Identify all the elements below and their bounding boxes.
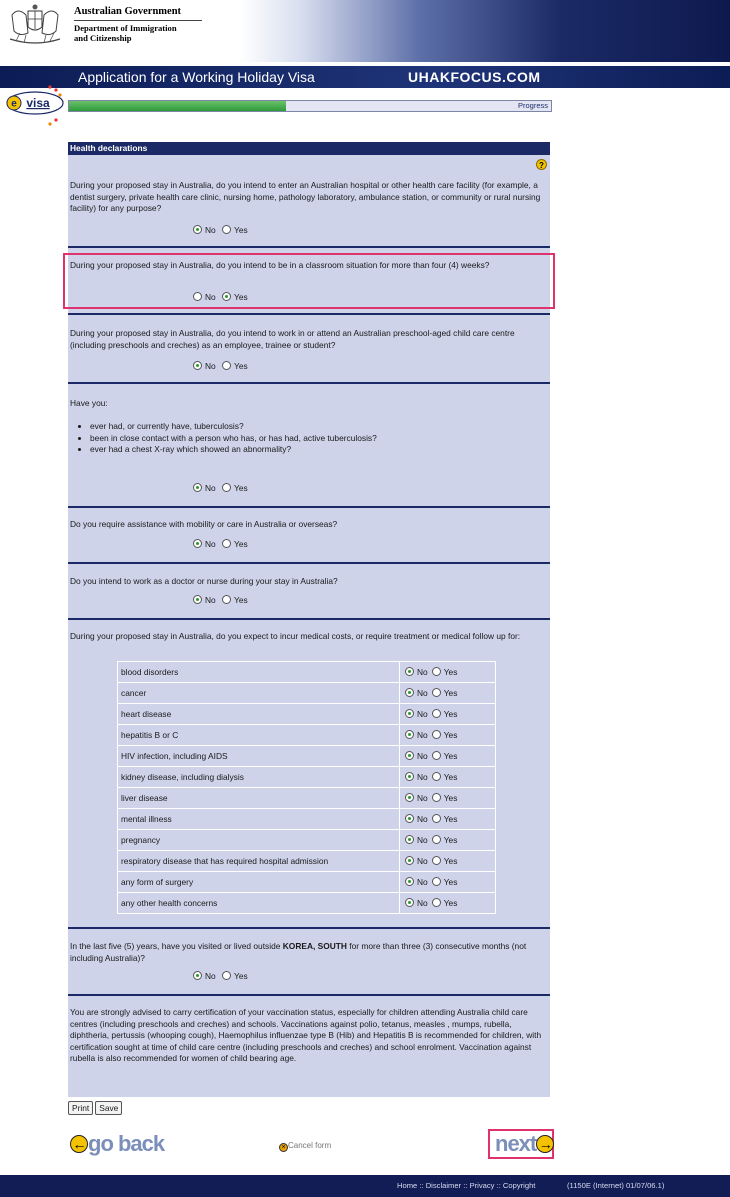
progress-label: Progress [517, 101, 548, 110]
evisa-logo [6, 84, 64, 126]
condition-yes-radio[interactable] [432, 856, 441, 865]
table-row [118, 893, 496, 914]
help-icon[interactable]: ? [536, 159, 547, 170]
list-item: • been in close contact with a person who has, or has had, active tuberculosis? [90, 433, 377, 445]
condition-no-radio[interactable] [405, 877, 414, 886]
save-button[interactable]: Save [95, 1101, 122, 1115]
condition-radios: No Yes [400, 725, 496, 746]
question-mobility-text: Do you require assistance with mobility or care in Australia or overseas? [70, 519, 338, 529]
country-name: KOREA, SOUTH [282, 941, 347, 951]
condition-label: liver disease [118, 788, 400, 809]
condition-yes-radio[interactable] [432, 667, 441, 676]
condition-yes-radio[interactable] [432, 730, 441, 739]
condition-no-radio[interactable] [405, 898, 414, 907]
condition-no-radio[interactable] [405, 688, 414, 697]
question-tuberculosis-yes-radio[interactable] [222, 483, 231, 492]
table-row [118, 662, 496, 683]
table-row [118, 767, 496, 788]
condition-no-radio[interactable] [405, 856, 414, 865]
vaccination-advice-text: You are strongly advised to carry certification of your vaccination status, especially for children attending Australia child care centres (including preschools and creches) and schools. Vaccinations against polio, tetanus, measles , mumps, rubella, diphtheria, pertussis (whooping cough), Haemophilus influenzae type B (Hib) and Hepatitis B is recommended for children, with certification sought at time of child care centre (including preschools and creches) and school enrolment. Vaccination against rubella is also recommended for women of child bearing age. [70, 1007, 542, 1064]
government-banner [0, 0, 730, 62]
condition-no-radio[interactable] [405, 793, 414, 802]
watermark-text: UHAKFOCUS.COM [408, 69, 541, 85]
condition-yes-radio[interactable] [432, 835, 441, 844]
table-row [118, 746, 496, 767]
question-overseas-radios: No Yes [193, 970, 248, 982]
condition-label: any other health concerns [118, 893, 400, 914]
condition-yes-radio[interactable] [432, 793, 441, 802]
question-doctor-nurse-yes-radio[interactable] [222, 595, 231, 604]
condition-no-radio[interactable] [405, 730, 414, 739]
condition-yes-radio[interactable] [432, 709, 441, 718]
svg-text:e: e [11, 98, 17, 110]
tuberculosis-list [70, 421, 377, 456]
question-hospital-text: During your proposed stay in Australia, do you intend to enter an Australian hospital or other health care facility (for example, a dentist surgery, private health care clinic, nursing home, pathology laboratory, ambulance station, or community or rural nursing facility) for any purpose? [70, 180, 541, 214]
condition-label: any form of surgery [118, 872, 400, 893]
question-doctor-nurse-no-radio[interactable] [193, 595, 202, 604]
section-title: Health declarations [68, 142, 550, 155]
department-name-line2: and Citizenship [74, 33, 132, 43]
condition-radios: No Yes [400, 830, 496, 851]
condition-label: HIV infection, including AIDS [118, 746, 400, 767]
government-title: Australian Government [74, 6, 182, 17]
condition-radios: No Yes [400, 767, 496, 788]
question-classroom-text: During your proposed stay in Australia, do you intend to be in a classroom situation for more than four (4) weeks? [70, 260, 490, 270]
condition-radios: No Yes [400, 872, 496, 893]
cancel-form-button[interactable]: × Cancel form [279, 1141, 331, 1152]
condition-radios: No Yes [400, 662, 496, 683]
medical-conditions-table [117, 661, 496, 914]
condition-radios: No Yes [400, 809, 496, 830]
question-mobility-yes-radio[interactable] [222, 539, 231, 548]
progress-fill [69, 101, 286, 111]
condition-no-radio[interactable] [405, 751, 414, 760]
coat-of-arms-icon [6, 3, 64, 47]
condition-label: cancer [118, 683, 400, 704]
table-row [118, 830, 496, 851]
question-tuberculosis-no-radio[interactable] [193, 483, 202, 492]
footer-form-code: (1150E (Internet) 01/07/06.1) [567, 1181, 665, 1190]
question-childcare-text: During your proposed stay in Australia, do you intend to work in or attend an Australian preschool-aged child care centre (including preschools and creches) as an employee, trainee or student? [70, 328, 515, 350]
progress-bar [68, 100, 552, 112]
svg-text:visa: visa [26, 96, 50, 110]
condition-label: blood disorders [118, 662, 400, 683]
condition-yes-radio[interactable] [432, 877, 441, 886]
question-overseas-no-radio[interactable] [193, 971, 202, 980]
highlight-classroom-question [63, 253, 555, 309]
arrow-right-icon: → [536, 1135, 554, 1153]
list-item: • ever had, or currently have, tuberculosis? [90, 421, 377, 433]
condition-yes-radio[interactable] [432, 814, 441, 823]
arrow-left-icon: ← [70, 1135, 88, 1153]
question-mobility-radios: No Yes [193, 538, 248, 550]
department-name-line1: Department of Immigration [74, 23, 177, 33]
condition-yes-radio[interactable] [432, 751, 441, 760]
condition-label: pregnancy [118, 830, 400, 851]
condition-label: hepatitis B or C [118, 725, 400, 746]
table-row [118, 851, 496, 872]
application-title-bar [0, 66, 730, 88]
condition-no-radio[interactable] [405, 814, 414, 823]
question-doctor-nurse-text: Do you intend to work as a doctor or nurse during your stay in Australia? [70, 576, 338, 586]
condition-radios: No Yes [400, 851, 496, 872]
question-hospital-radios: No Yes [193, 224, 248, 236]
question-medical-costs-text: During your proposed stay in Australia, do you expect to incur medical costs, or require treatment or medical follow up for: [70, 631, 521, 641]
condition-no-radio[interactable] [405, 667, 414, 676]
footer-links[interactable]: Home :: Disclaimer :: Privacy :: Copyright [397, 1181, 536, 1190]
condition-radios: No Yes [400, 893, 496, 914]
question-hospital-yes-radio[interactable] [222, 225, 231, 234]
condition-no-radio[interactable] [405, 709, 414, 718]
condition-label: heart disease [118, 704, 400, 725]
table-row [118, 704, 496, 725]
condition-radios: No Yes [400, 683, 496, 704]
question-tuberculosis-intro: Have you: [70, 398, 108, 408]
condition-radios: No Yes [400, 704, 496, 725]
cancel-icon: × [279, 1143, 288, 1152]
question-doctor-nurse-radios: No Yes [193, 594, 248, 606]
footer [0, 1175, 730, 1197]
print-save-buttons [68, 1101, 124, 1115]
table-row [118, 683, 496, 704]
question-childcare-no-radio[interactable] [193, 361, 202, 370]
question-classroom-radios: No Yes [193, 291, 248, 303]
print-button[interactable]: Print [68, 1101, 93, 1115]
condition-label: kidney disease, including dialysis [118, 767, 400, 788]
condition-radios: No Yes [400, 788, 496, 809]
question-overseas-yes-radio[interactable] [222, 971, 231, 980]
condition-no-radio[interactable] [405, 772, 414, 781]
table-row [118, 725, 496, 746]
question-mobility-no-radio[interactable] [193, 539, 202, 548]
condition-label: respiratory disease that has required hospital admission [118, 851, 400, 872]
question-overseas-text: In the last five (5) years, have you visited or lived outside KOREA, SOUTH for more than three (3) consecutive months (not including Australia)? [70, 941, 527, 963]
condition-radios: No Yes [400, 746, 496, 767]
condition-yes-radio[interactable] [432, 898, 441, 907]
application-title: Application for a Working Holiday Visa [78, 69, 315, 85]
condition-yes-radio[interactable] [432, 772, 441, 781]
condition-label: mental illness [118, 809, 400, 830]
condition-no-radio[interactable] [405, 835, 414, 844]
next-button[interactable]: next → [495, 1131, 554, 1157]
question-childcare-yes-radio[interactable] [222, 361, 231, 370]
table-row [118, 809, 496, 830]
table-row [118, 872, 496, 893]
condition-yes-radio[interactable] [432, 688, 441, 697]
go-back-button[interactable]: ← go back [70, 1131, 164, 1157]
question-hospital-no-radio[interactable] [193, 225, 202, 234]
question-childcare-radios: No Yes [193, 360, 248, 372]
question-tuberculosis-radios: No Yes [193, 482, 248, 494]
table-row [118, 788, 496, 809]
list-item: • ever had a chest X-ray which showed an abnormality? [90, 444, 377, 456]
